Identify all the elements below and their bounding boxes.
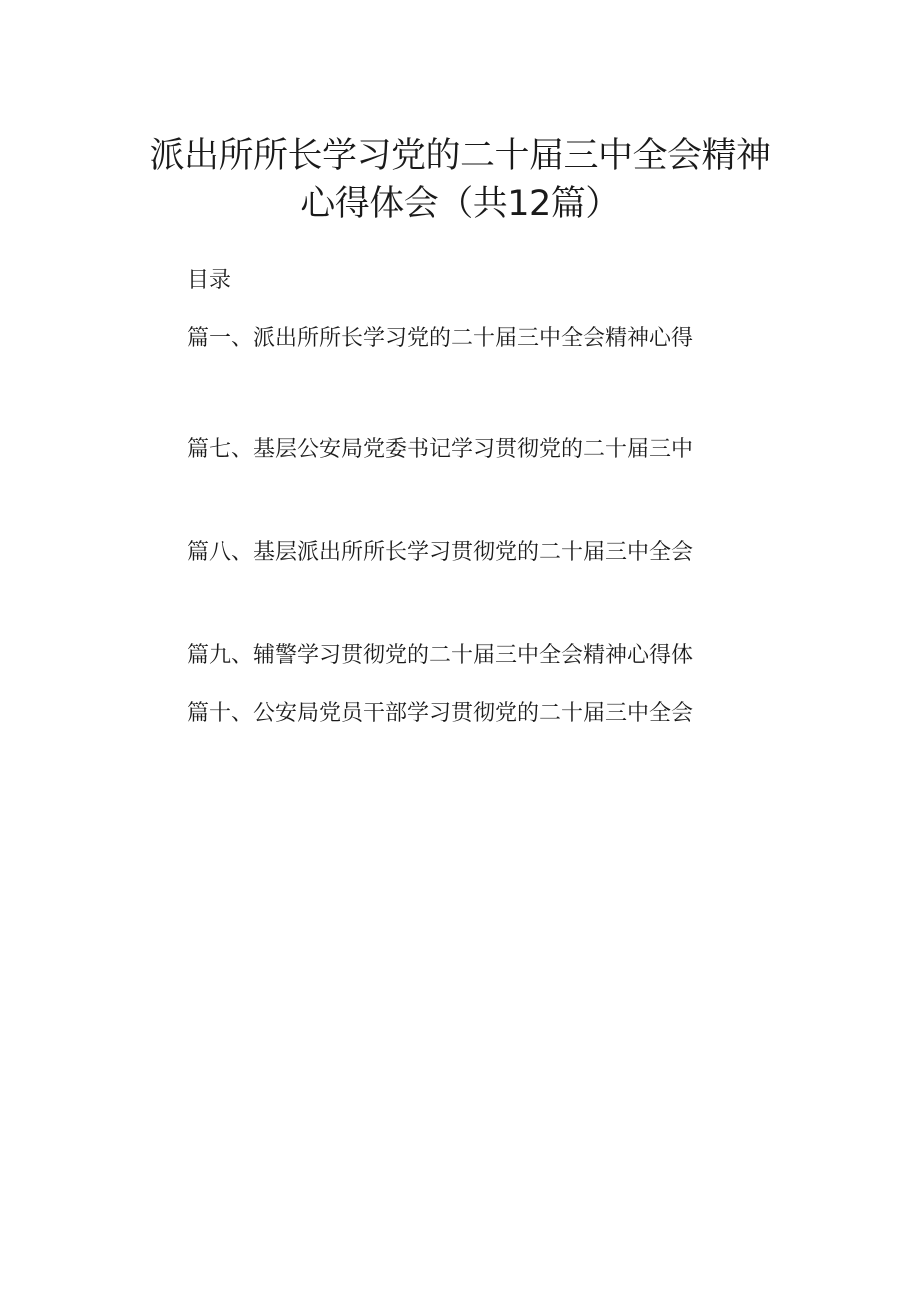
toc-item-8[interactable]: 篇八、基层派出所所长学习贯彻党的二十届三中全会 (187, 540, 694, 565)
document-title-line-2: 心得体会（共12篇） (300, 184, 620, 224)
document-title-line-1: 派出所所长学习党的二十届三中全会精神 (149, 136, 771, 176)
toc-item-10[interactable]: 篇十、公安局党员干部学习贯彻党的二十届三中全会 (187, 701, 694, 726)
toc-heading: 目录 (187, 268, 232, 293)
toc-item-9[interactable]: 篇九、辅警学习贯彻党的二十届三中全会精神心得体 (187, 643, 694, 668)
toc-item-1[interactable]: 篇一、派出所所长学习党的二十届三中全会精神心得 (187, 326, 694, 351)
toc-item-7[interactable]: 篇七、基层公安局党委书记学习贯彻党的二十届三中 (187, 437, 694, 462)
